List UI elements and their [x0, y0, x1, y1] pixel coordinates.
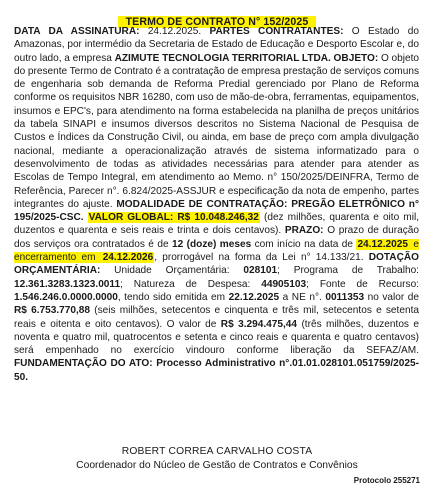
budget-unit-label: Unidade Orçamentária: [100, 265, 244, 277]
resource-source-value: 1.546.246.0.0000.0000 [14, 291, 118, 303]
parties-label: PARTES CONTRATANTES: [209, 26, 344, 37]
term-text-2: com início na data de [251, 238, 357, 250]
signatory-name: ROBERT CORREA CARVALHO COSTA [121, 446, 313, 457]
parties-text: O Estado do Amazonas, por intermédio da Secretaria de Estado de Educação e Desporto Escolar e, do outro lado, a empresa [14, 26, 419, 64]
term-text-3: , prorrogável na forma da Lei n° 14.133/21. [154, 252, 369, 264]
end-text-highlight: e encerramento em [14, 238, 419, 264]
global-value-words: (dez milhões, quarenta e oito mil, duzentos e quarenta e seis reais e trinta e dois centavos). [14, 212, 419, 237]
protocol-number: Protocolo 255271 [353, 476, 420, 485]
term-text-1: O prazo de duração dos serviços ora contratados é de [14, 225, 419, 250]
committed-value: R$ 6.753.770,88 [14, 305, 91, 317]
signing-date-label: DATA DA ASSINATURA: [14, 26, 140, 37]
committed-value-words: (seis milhões, setecentos e cinquenta e três mil, setecentos e setenta reais e oitenta e oito centavos). O valor de [14, 305, 419, 330]
end-date-highlight: 24.12.2026 [102, 252, 154, 264]
budget-label: DOTAÇÃO ORÇAMENTÁRIA: [14, 252, 419, 277]
object-text: O objeto do presente Termo de Contrato é a contratação de empresa prestação de serviços comuns de engenharia sob demanda de Reforma Predial gerenciado por Plano de Reforma conforme os requisitos NBR 16280, com uso de mão-de-obra, ferramentas, equipamentos, insumos e EPC's, para atendimento na forma estabelecida na planilha de preços unitários da tabela SINAPI e insumos diversos descritos no Sistema Nacional de Pesquisa de Custos e Índices da Construção Civil, ou ainda, em base de preço com ampla divulgação nacional, mediante a operacionalização através de sistema informatizado para o desenvolvimento de todas as atividades necessárias para atender para atender as Escolas de Tempo Integral, em atendimento ao Memo. n° 150/2025/DEINFRA, Termo de Referência, Parecer n°. 6.824/2025-ASSJUR e especificação da nota de empenho, partes integrantes do ajuste. [14, 52, 419, 210]
expense-nature-label: ; Natureza de Despesa: [120, 278, 262, 290]
company-name-and-object-label: AZIMUTE TECNOLOGIA TERRITORIAL LTDA. OBJETO: [114, 52, 379, 64]
resource-source-label: ; Fonte de Recurso: [306, 278, 419, 290]
signatory-role: Coordenador do Núcleo de Gestão de Contratos e Convênios [76, 460, 358, 471]
term-label: PRAZO: [284, 225, 324, 237]
signing-date-value: 24.12.2025. [139, 26, 210, 37]
contract-body [14, 25, 419, 384]
work-program-label: ; Programa de Trabalho: [277, 265, 419, 277]
expense-nature-value: 44905103 [261, 278, 307, 290]
contract-title: TERMO DE CONTRATO N° 152/2025 [118, 16, 316, 28]
issue-date: 22.12.2025 [228, 291, 280, 303]
term-duration: 12 (doze) meses [171, 238, 252, 250]
global-value-highlight: VALOR GLOBAL: R$ 10.048.246,32 [88, 212, 259, 224]
issued-text: , tendo sido emitida em [117, 291, 229, 303]
ne-label: a NE n°. [279, 291, 326, 303]
legal-basis: FUNDAMENTAÇÃO DO ATO: Processo Administrativo n°.01.01.028101.051759/2025-50. [14, 358, 419, 383]
value-label: no valor de [364, 291, 419, 303]
modality-text: MODALIDADE DE CONTRATAÇÃO: PREGÃO ELETRÔNICO n° 195/2025-CSC. [14, 198, 419, 224]
budget-unit-value: 028101 [243, 265, 278, 277]
start-date-highlight: 24.12.2025 [357, 238, 408, 250]
remaining-value: R$ 3.294.475,44 [220, 318, 298, 330]
ne-number: 0011353 [325, 291, 365, 303]
remaining-value-words: (três milhões, duzentos e noventa e quatro mil, quatrocentos e setenta e cinco reais e quarenta e quatro centavos) será empenhado no exercício vindouro conforme liberação da SEFAZ/AM. [14, 318, 419, 357]
work-program-value: 12.361.3283.1323.0011 [14, 278, 121, 290]
